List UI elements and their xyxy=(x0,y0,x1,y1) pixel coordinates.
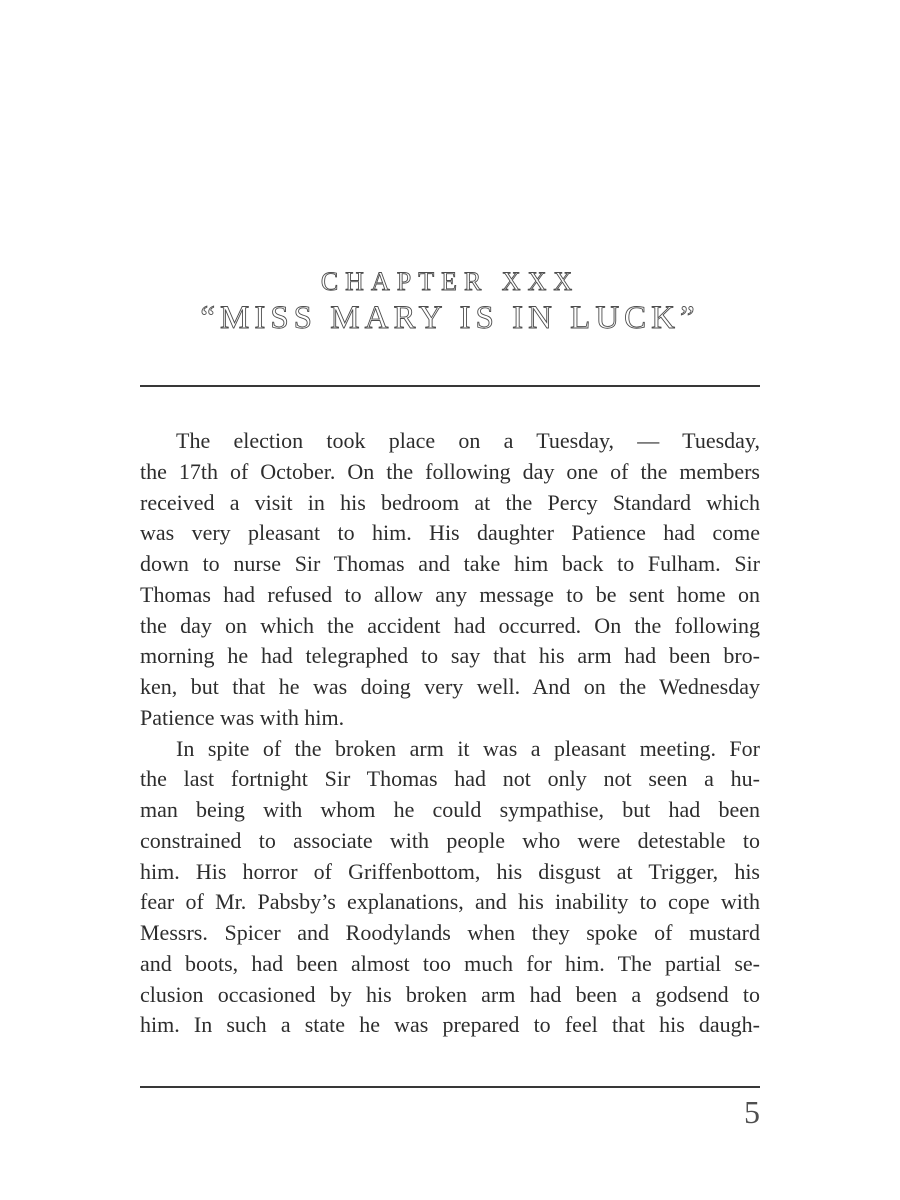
paragraph xyxy=(140,426,760,734)
text-line: him. In such a state he was prepared to feel that his daugh- xyxy=(140,1012,760,1038)
paragraph xyxy=(140,734,760,1042)
text-line: and boots, had been almost too much for him. The partial se- xyxy=(140,950,760,976)
text-line: Messrs. Spicer and Roodylands when they spoke of mustard xyxy=(140,920,760,945)
text-line: Thomas had refused to allow any message to be sent home on xyxy=(140,581,760,607)
chapter-number: CHAPTER XXX xyxy=(320,267,580,296)
text-line: the day on which the accident had occurred. On the following xyxy=(140,612,760,638)
text-line: the last fortnight Sir Thomas had not only not seen a hu- xyxy=(140,766,760,792)
text-line: him. His horror of Griffenbottom, his disgust at Trigger, his xyxy=(140,858,760,884)
bottom-rule-divider xyxy=(140,1086,760,1088)
text-line: the 17th of October. On the following day one of the members xyxy=(140,458,760,484)
text-line: clusion occasioned by his broken arm had been a godsend to xyxy=(140,981,760,1007)
text-line: Patience was with him. xyxy=(140,704,345,730)
chapter-heading xyxy=(140,266,760,338)
text-line: down to nurse Sir Thomas and take him back to Fulham. Sir xyxy=(140,551,760,576)
text-line: fear of Mr. Pabsby’s explanations, and his inability to cope with xyxy=(140,889,760,915)
text-line: constrained to associate with people who were detestable to xyxy=(140,827,760,853)
text-line: ken, but that he was doing very well. And on the Wednesday xyxy=(140,674,760,699)
page-number: 5 xyxy=(744,1094,760,1130)
text-line: man being with whom he could sympathise, but had been xyxy=(140,797,760,822)
text-line: The election took place on a Tuesday, — Tuesday, xyxy=(176,428,760,453)
top-rule-divider xyxy=(140,385,760,387)
text-line: received a visit in his bedroom at the Percy Standard which xyxy=(140,489,760,515)
text-line: was very pleasant to him. His daughter Patience had come xyxy=(140,520,760,546)
chapter-title: “MISS MARY IS IN LUCK” xyxy=(200,300,700,336)
text-line: In spite of the broken arm it was a pleasant meeting. For xyxy=(176,735,760,761)
body-text xyxy=(140,426,760,1041)
text-line: morning he had telegraphed to say that his arm had been bro- xyxy=(140,643,760,669)
